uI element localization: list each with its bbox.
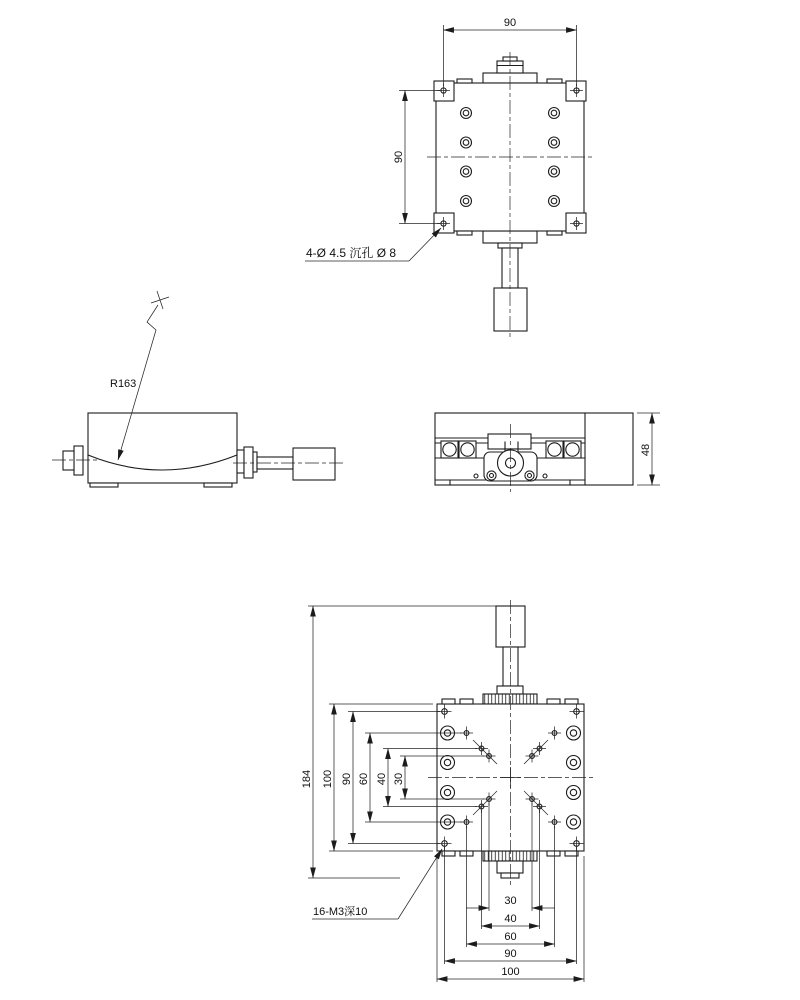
dim-30-bottom: 30: [504, 895, 517, 907]
dim-40-bottom: 40: [504, 913, 517, 925]
side-view-drive-knob: [237, 447, 335, 480]
dim-60-bottom: 60: [504, 931, 517, 943]
counterbore-note-label: 4-Ø 4.5 沉孔 Ø 8: [306, 246, 397, 260]
bottom-view-lower-drive: [483, 851, 537, 878]
bottom-view-tapped-hole-note: [312, 849, 442, 919]
radius-label: R163: [110, 378, 137, 390]
side-view: [52, 291, 344, 487]
top-view-counterbore-note: [305, 228, 441, 261]
front-view: [435, 413, 660, 492]
bottom-view: [301, 600, 593, 982]
side-view-feet: [90, 483, 232, 487]
dim-30-left: 30: [393, 772, 405, 786]
front-view-height-dim-label: 48: [640, 443, 652, 457]
top-view-height-dim-label: 90: [393, 150, 405, 164]
top-view-width-dim-label: 90: [503, 17, 517, 29]
dim-100-left: 100: [322, 769, 334, 789]
bottom-view-upper-drive: [483, 606, 537, 704]
dim-60-left: 60: [358, 772, 370, 786]
dim-40-left: 40: [376, 772, 388, 786]
dim-100-bottom: 100: [501, 966, 520, 978]
front-view-height-dimension: [637, 413, 660, 485]
side-view-left-screw-end: [63, 446, 83, 475]
dim-90-bottom: 90: [504, 948, 517, 960]
dim-90-left: 90: [341, 772, 353, 786]
top-view: [305, 17, 593, 337]
dim-184: 184: [301, 769, 313, 789]
side-view-body: [88, 413, 237, 483]
tapped-hole-note-label: 16-M3深10: [313, 906, 368, 918]
